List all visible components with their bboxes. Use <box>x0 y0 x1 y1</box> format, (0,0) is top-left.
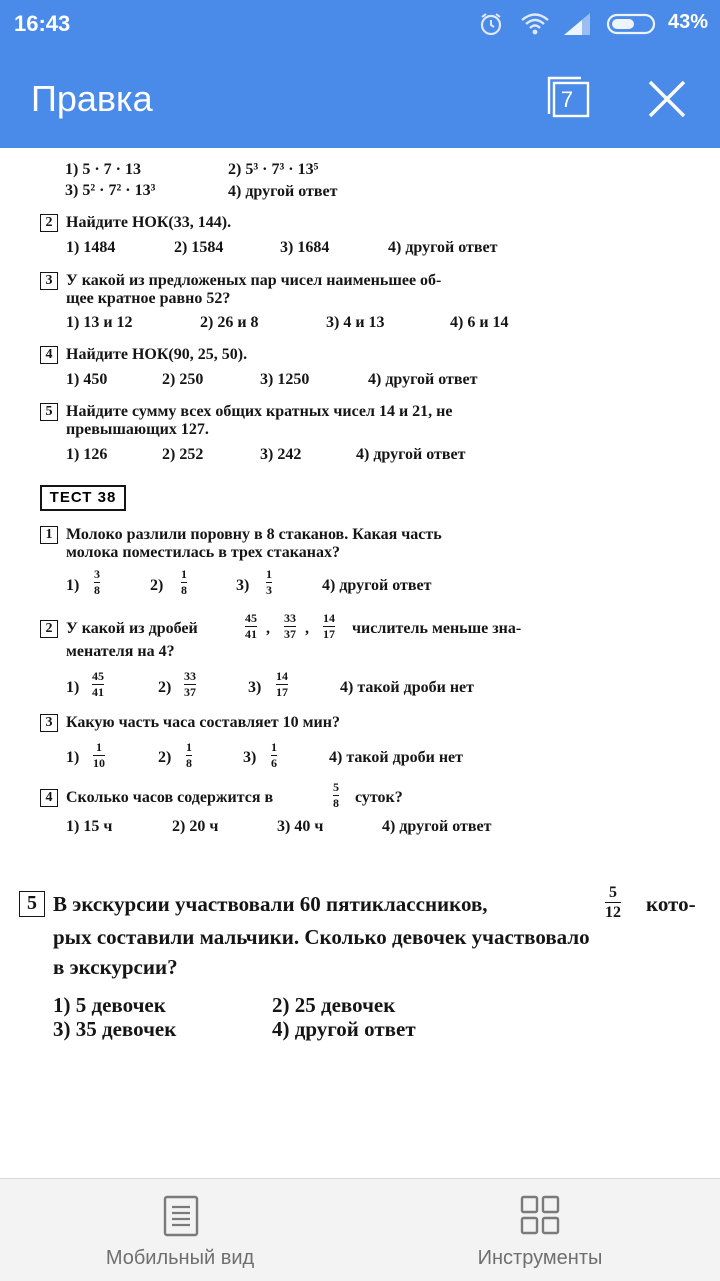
answer-label: 2) <box>150 577 164 594</box>
alarm-icon <box>478 11 504 37</box>
fraction: 5 8 <box>333 780 339 811</box>
question-text: В экскурсии участвовали 60 пятиклассников, <box>53 892 488 916</box>
answer: 1) 5 девочек <box>53 993 166 1017</box>
answer-label: 3) <box>243 749 257 766</box>
fraction: 1 8 <box>186 740 192 771</box>
fraction: 1 6 <box>271 740 277 771</box>
comma: , <box>266 620 270 637</box>
answer: 3) 5² · 7² · 13³ <box>65 182 156 199</box>
fraction: 14 17 <box>276 669 288 700</box>
status-time: 16:43 <box>14 11 71 36</box>
answer: 4) другой ответ <box>322 577 432 594</box>
answer: 2) 5³ · 7³ · 13⁵ <box>228 161 319 178</box>
close-icon[interactable] <box>644 76 690 122</box>
question-text: Сколько часов содержится в <box>66 789 274 806</box>
fraction: 14 17 <box>323 611 335 642</box>
question-number: 2 <box>40 620 58 638</box>
fraction: 1 3 <box>266 567 272 598</box>
answer: 2) 250 <box>162 371 204 388</box>
answer: 4) другой ответ <box>388 239 498 256</box>
tabs-count: 7 <box>560 87 574 112</box>
page-title: Правка <box>31 78 153 119</box>
answer: 4) другой ответ <box>356 446 466 463</box>
question-text: Молоко разлили поровну в 8 стаканов. Какая часть <box>66 526 442 543</box>
question-text: рых составили мальчики. Сколько девочек участвовало <box>53 925 590 949</box>
answer: 2) 20 ч <box>172 818 219 835</box>
answer: 1) 450 <box>66 371 108 388</box>
answer: 2) 25 девочек <box>272 993 396 1017</box>
answer: 1) 1484 <box>66 239 116 256</box>
answer: 3) 1250 <box>260 371 310 388</box>
answer: 1) 15 ч <box>66 818 113 835</box>
question-text: молока поместилась в трех стаканах? <box>66 544 340 561</box>
answer-label: 1) <box>66 577 80 594</box>
question-text: кото- <box>646 892 696 916</box>
question-number: 3 <box>40 272 58 290</box>
answer-label: 2) <box>158 679 172 696</box>
question-number: 4 <box>40 789 58 807</box>
mobile-view-button[interactable] <box>50 1179 310 1281</box>
question-number: 3 <box>40 714 58 732</box>
fraction: 45 41 <box>92 669 104 700</box>
fraction: 5 12 <box>605 884 621 922</box>
mobile-view-label: Мобильный вид <box>105 1247 255 1269</box>
question-number: 5 <box>19 891 45 917</box>
comma: , <box>305 620 309 637</box>
question-text: числитель меньше зна- <box>352 620 522 637</box>
fraction: 1 8 <box>181 567 187 598</box>
battery-percent: 43% <box>667 11 708 33</box>
answer: 4) другой ответ <box>228 183 338 200</box>
answer: 3) 4 и 13 <box>326 314 385 331</box>
answer: 2) 26 и 8 <box>200 314 259 331</box>
question-text: суток? <box>355 789 403 806</box>
question-number: 2 <box>40 214 58 232</box>
answer: 3) 40 ч <box>277 818 324 835</box>
question-number: 1 <box>40 526 58 544</box>
question-number: 4 <box>40 346 58 364</box>
question-text: Какую часть часа составляет 10 мин? <box>66 714 340 731</box>
answer-label: 2) <box>158 749 172 766</box>
question-text: превышающих 127. <box>66 421 209 438</box>
answer: 4) 6 и 14 <box>450 314 509 331</box>
fraction: 3 8 <box>94 567 100 598</box>
answer-label: 3) <box>248 679 262 696</box>
answer-label: 3) <box>236 577 250 594</box>
answer: 4) такой дроби нет <box>329 749 463 766</box>
grid-icon <box>520 1195 560 1235</box>
battery-icon <box>606 11 660 37</box>
answer-label: 1) <box>66 679 80 696</box>
question-text: У какой из дробей <box>66 620 198 637</box>
answer: 4) другой ответ <box>382 818 492 835</box>
answer: 1) 5 · 7 · 13 <box>65 161 141 178</box>
status-bar <box>0 0 720 50</box>
answer: 4) другой ответ <box>272 1017 416 1041</box>
fraction: 33 37 <box>184 669 196 700</box>
answer: 1) 13 и 12 <box>66 314 133 331</box>
document-page <box>0 148 720 1178</box>
wifi-icon <box>520 11 550 37</box>
question-number: 5 <box>40 403 58 421</box>
answer: 3) 242 <box>260 446 302 463</box>
test-heading: ТЕСТ 38 <box>40 485 126 511</box>
question-text: щее кратное равно 52? <box>66 290 231 307</box>
tools-label: Инструменты <box>477 1247 603 1269</box>
question-text: менателя на 4? <box>66 643 175 660</box>
answer: 1) 126 <box>66 446 108 463</box>
fraction: 33 37 <box>284 611 296 642</box>
question-text: У какой из предложеных пар чисел наименьшее об- <box>66 272 442 289</box>
question-text: Найдите НОК(33, 144). <box>66 214 232 231</box>
answer: 2) 252 <box>162 446 204 463</box>
tools-button[interactable] <box>410 1179 670 1281</box>
document-icon <box>163 1195 199 1237</box>
answer: 3) 35 девочек <box>53 1017 177 1041</box>
bottom-bar <box>0 1178 720 1281</box>
answer-label: 1) <box>66 749 80 766</box>
fraction: 45 41 <box>245 611 257 642</box>
answer: 2) 1584 <box>174 239 224 256</box>
answer: 3) 1684 <box>280 239 330 256</box>
fraction: 1 10 <box>93 740 105 771</box>
answer: 4) другой ответ <box>368 371 478 388</box>
question-text: Найдите сумму всех общих кратных чисел 14 и 21, не <box>66 403 453 420</box>
signal-icon <box>562 11 592 37</box>
question-text: Найдите НОК(90, 25, 50). <box>66 346 248 363</box>
question-text: в экскурсии? <box>53 955 178 979</box>
answer: 4) такой дроби нет <box>340 679 474 696</box>
app-bar <box>0 50 720 148</box>
